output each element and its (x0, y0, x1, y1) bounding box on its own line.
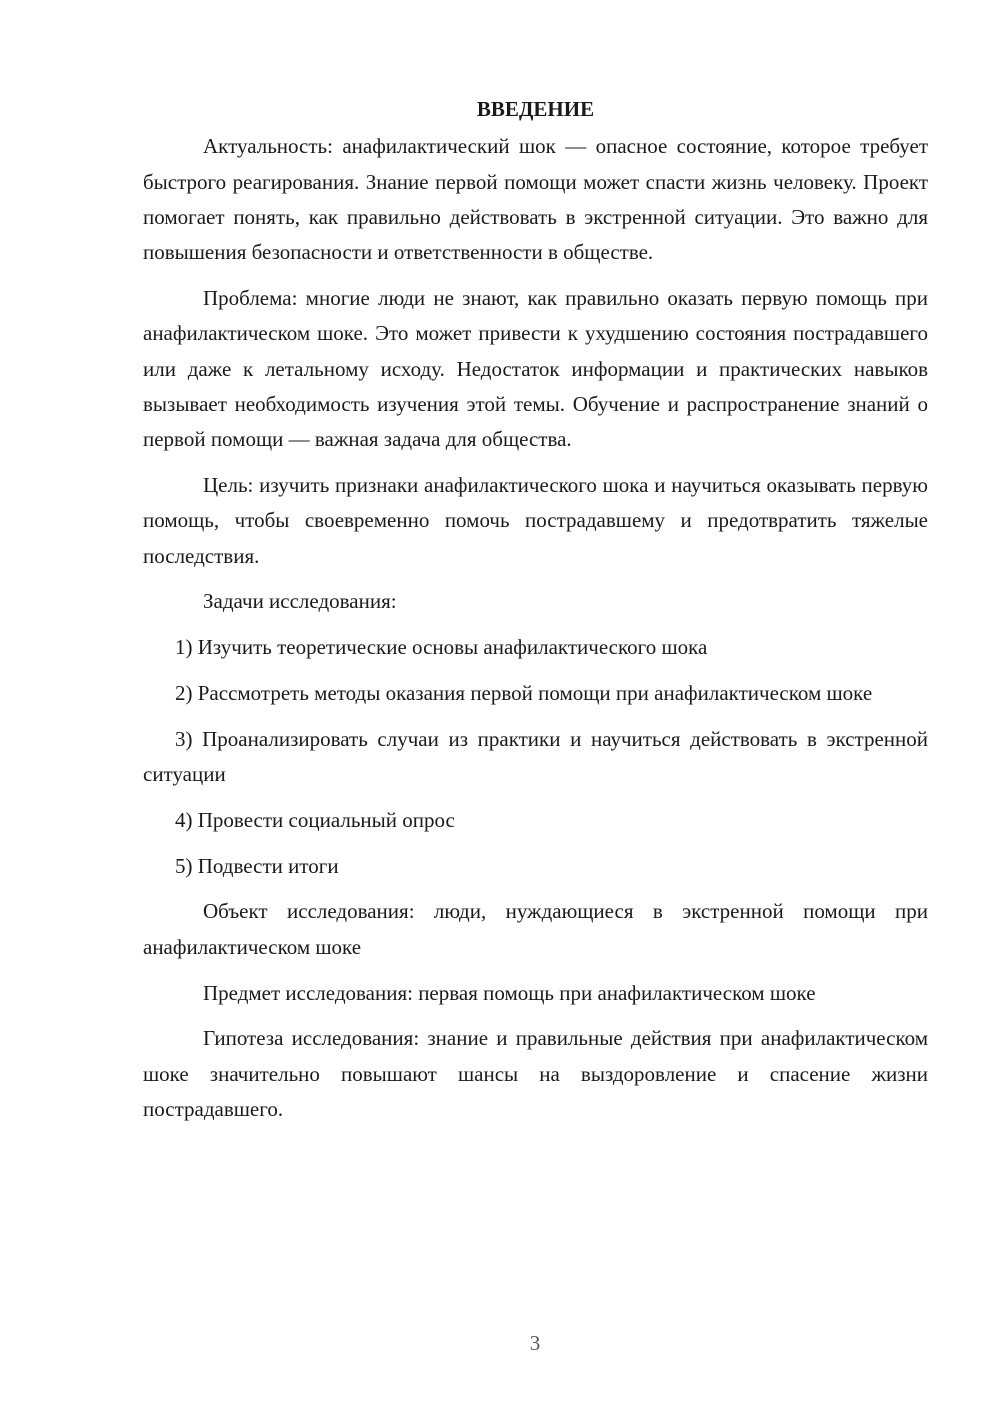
list-item: 5) Подвести итоги (175, 853, 339, 878)
hypothesis-paragraph: Гипотеза исследования: знание и правильные действия при анафилактическом шоке значительно повышают шансы на выздоровление и спасение жизни пострадавшего. (143, 1026, 928, 1121)
goal-paragraph: Цель: изучить признаки анафилактического шока и научиться оказывать первую помощь, чтобы своевременно помочь пострадавшему и предотвратить тяжелые последствия. (143, 472, 928, 568)
problem-paragraph: Проблема: многие люди не знают, как правильно оказать первую помощь при анафилактическом шоке. Это может привести к ухудшению состояния пострадавшего или даже к летальному исходу. Недостаток информации и практических навыков вызывает необходимость изучения этой темы. Обучение и распространение знаний о первой помощи — важная задача для общества. (143, 285, 928, 452)
document-page (143, 92, 928, 1138)
relevance-paragraph: Актуальность: анафилактический шок — опасное состояние, которое требует быстрого реагирования. Знание первой помощи может спасти жизнь человеку. Проект помогает понять, как правильно действовать в экстренной ситуации. Это важно для повышения безопасности и ответственности в обществе. (143, 134, 928, 265)
list-item: 1) Изучить теоретические основы анафилактического шока (175, 635, 708, 660)
page-number: 3 (529, 1331, 541, 1355)
list-item: 3) Проанализировать случаи из практики и научиться действовать в экстренной ситуации (143, 726, 928, 787)
list-item: 4) Провести социальный опрос (175, 807, 455, 832)
list-item: 2) Рассмотреть методы оказания первой помощи при анафилактическом шоке (175, 680, 873, 705)
tasks-intro: Задачи исследования: (203, 589, 397, 614)
tasks-list (143, 630, 928, 884)
subject-paragraph: Предмет исследования: первая помощь при анафилактическом шоке (203, 980, 816, 1005)
section-heading: ВВЕДЕНИЕ (476, 97, 595, 121)
object-paragraph: Объект исследования: люди, нуждающиеся в экстренной помощи при анафилактическом шоке (143, 899, 928, 959)
